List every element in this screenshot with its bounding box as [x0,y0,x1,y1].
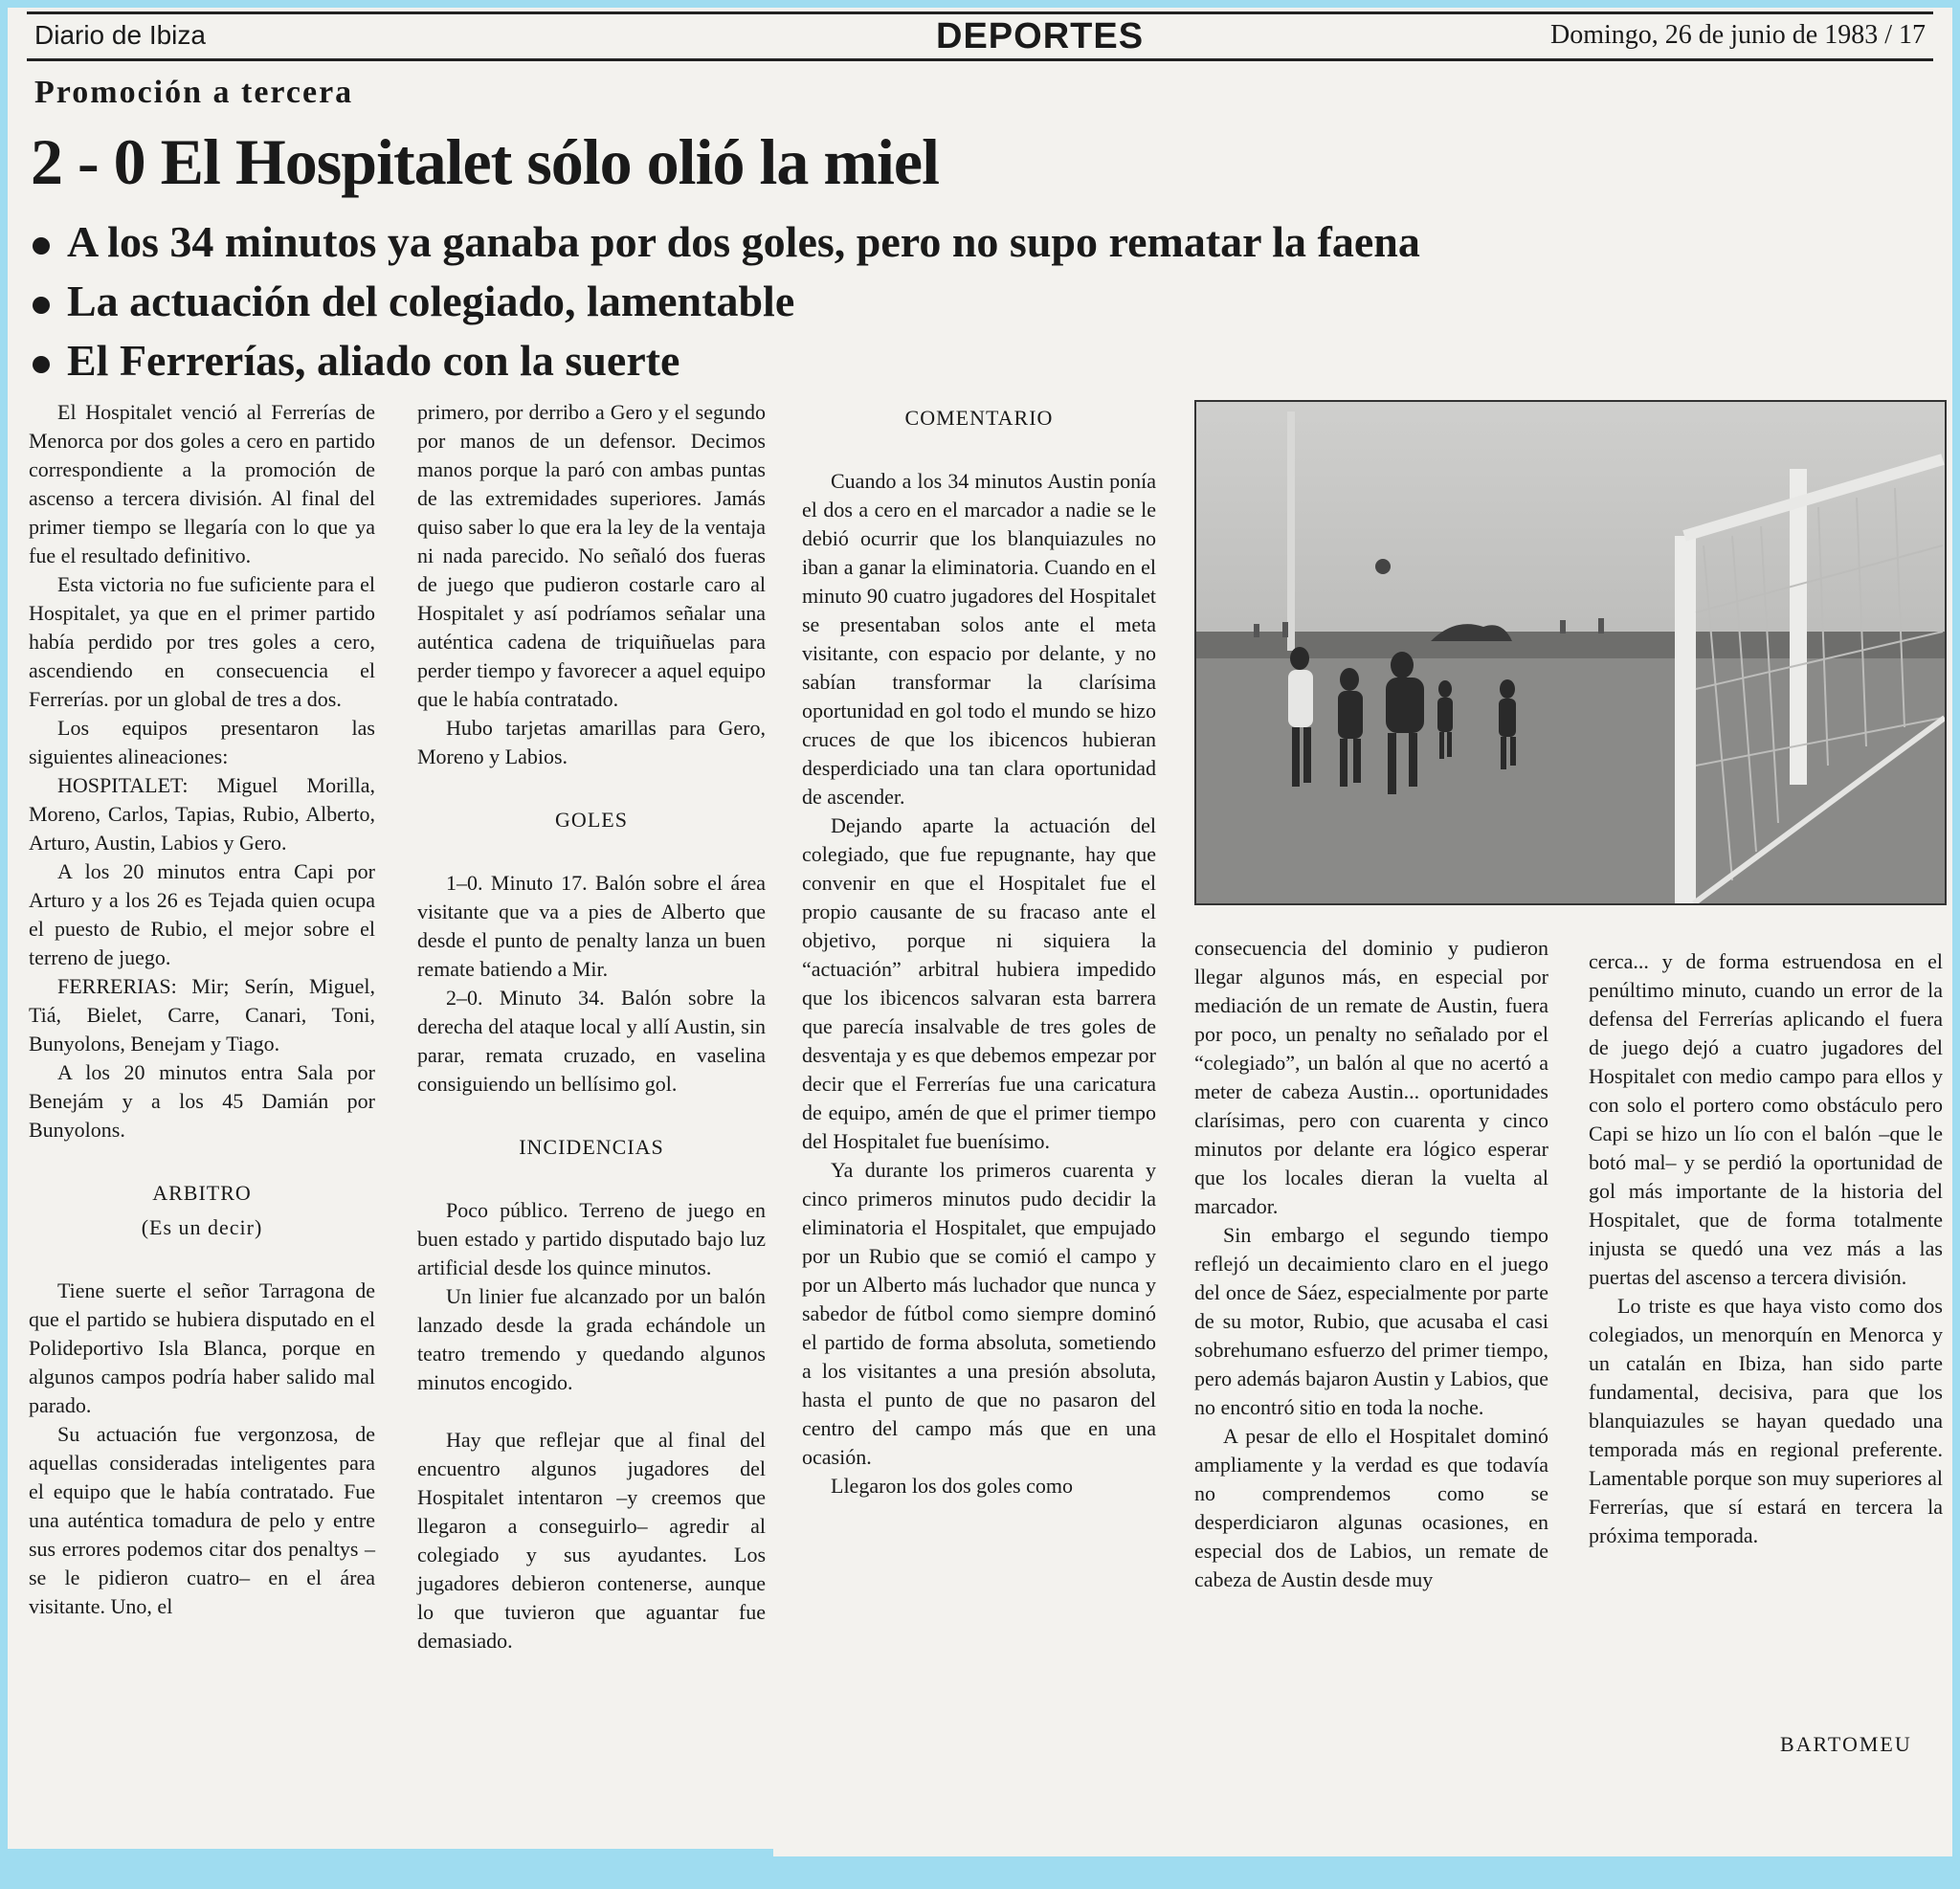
next-article-bleed [794,1757,1943,1780]
article-column-1 [29,398,375,1621]
paragraph: Su actuación fue vergonzosa, de aquellas consideradas inteligentes para el equipo que le había contratado. Fue una auténtica tomadura de pelo y entre sus errores podemos citar dos penaltys –se le pidieron cuatro– en el área visitante. Uno, el [29,1422,375,1618]
paragraph: Tiene suerte el señor Tarragona de que el partido se hubiera disputado en el Polideportivo Isla Blanca, porque en algunos campos podría haber salido mal parado. [29,1278,375,1417]
paragraph: Poco público. Terreno de juego en buen estado y partido disputado bajo luz artificial desde los quince minutos. [417,1198,766,1279]
paragraph: A los 20 minutos entra Sala por Benejám y a los 45 Damián por Bunyolons. [29,1060,375,1142]
paragraph: El Hospitalet venció al Ferrerías de Menorca por dos goles a cero en partido correspondiente a la promoción de ascenso a tercera división. Al final del primer tiempo se llegaría con lo que ya fue el resultado definitivo. [29,400,375,567]
subheading-incidencias: INCIDENCIAS [519,1135,664,1159]
section-name: DEPORTES [936,16,1145,56]
kicker: Promoción a tercera [34,75,354,110]
paragraph: Los equipos presentaron las siguientes alineaciones: [29,716,375,768]
subheadline-text: El Ferrerías, aliado con la suerte [67,336,680,385]
paragraph: FERRERIAS: Mir; Serín, Miguel, Tiá, Bielet, Carre, Canari, Toni, Bunyolons, Benejam y Tiago. [29,974,375,1056]
goal-action-photo-icon [1196,402,1945,903]
bullet-dot-icon [33,356,50,373]
paragraph: HOSPITALET: Miguel Morilla, Moreno, Carlos, Tapias, Rubio, Alberto, Arturo, Austin, Labios y Gero. [29,773,375,855]
paragraph: 2–0. Minuto 34. Balón sobre la derecha del ataque local y allí Austin, sin parar, remata cruzado, en vaselina consiguiendo un bellísimo gol. [417,986,766,1096]
subheadline-3 [33,335,679,386]
article-column-4 [1194,934,1548,1594]
issue-date: Domingo, 26 de junio de 1983 / 17 [1550,20,1926,50]
paragraph: Hubo tarjetas amarillas para Gero, Moreno y Labios. [417,716,766,768]
paragraph: Lo triste es que haya visto como dos colegiados, un menorquín en Menorca y un catalán en Ibiza, han sido parte fundamental, decisiva, para que los blanquiazules se hayan quedado una temporada más en regional preferente. Lamentable porque son muy superiores al Ferrerías, que sí estará en tercera la próxima temporada. [1589,1294,1943,1547]
paragraph: consecuencia del dominio y pudieron llegar algunos más, en especial por mediación de un remate de Austin, fuera por poco, un penalty no señalado por el “colegiado”, un balón al que no acertó a meter de cabeza Austin... oportunidades clarísimas, pero con cuarenta y cinco minutos por delante era lógico esperar que los locales dieran la vuelta al marcador. [1194,936,1548,1218]
bullet-dot-icon [33,297,50,314]
article-column-2 [417,398,766,1656]
match-photo [1194,400,1947,905]
bullet-dot-icon [33,237,50,255]
author-signature: BARTOMEU [1780,1732,1912,1756]
paragraph: primero, por derribo a Gero y el segundo por manos de un defensor. Decimos manos porque la paró con ambas puntas de las extremidades superiores. Jamás quiso saber lo que era la ley de la ventaja ni nada parecido. No señaló dos fueras de juego que pudieron costarle caro al Hospitalet y así podríamos señalar una auténtica cadena de triquiñuelas para perder tiempo y favorecer a aquel equipo que le había contratado. [417,400,766,711]
subheading-arbitro-note: (Es un decir) [141,1215,263,1239]
subheading-goles: GOLES [555,808,628,832]
paragraph: cerca... y de forma estruendosa en el penúltimo minuto, cuando un error de la defensa del Ferrerías aplicando el fuera de juego dejó a cuatro jugadores del Hospitalet con medio campo para ellos y con solo el portero como obstáculo pero Capi se hizo un lío con el balón –que le botó mal– y se perdió la oportunidad de gol más importante de la historia del Hospitalet, que de forma totalmente injusta se quedó una vez más a las puertas del ascenso a tercera división. [1589,949,1943,1289]
article-column-3 [802,398,1156,1500]
subheadline-1 [33,216,1420,267]
subheadline-2 [33,276,794,326]
page-header [27,11,1933,61]
paragraph: 1–0. Minuto 17. Balón sobre el área visitante que va a pies de Alberto que desde el punto de penalty lanza un buen remate batiendo a Mir. [417,871,766,981]
newspaper-name: Diario de Ibiza [34,20,206,50]
paragraph: Sin embargo el segundo tiempo reflejó un decaimiento claro en el juego del once de Sáez, especialmente por parte de su motor, Rubio, que acusaba el casi sobrehumano esfuerzo del primer tiempo, pero además bajaron Austin y Labios, que no encontró sitio en toda la noche. [1194,1223,1548,1419]
paragraph: Un linier fue alcanzado por un balón lanzado desde la grada echándole un teatro tremendo y quedando algunos minutos encogido. [417,1284,766,1394]
subheading-arbitro: ARBITRO [152,1181,252,1205]
paragraph: A pesar de ello el Hospitalet dominó ampliamente y la verdad es que todavía no comprendemos como se desperdiciaron algunas ocasiones, en especial dos de Labios, un remate de cabeza de Austin desde muy [1194,1424,1548,1591]
headline: 2 - 0 El Hospitalet sólo olió la miel [31,125,939,198]
paragraph: Cuando a los 34 minutos Austin ponía el dos a cero en el marcador a nadie se le debió ocurrir que los blanquiazules no iban a ganar la eliminatoria. Cuando en el minuto 90 cuatro jugadores del Hospitalet se presentaban solos ante el meta visitante, con espacio por delante, y no sabían transformar la clarísima oportunidad en gol todo el mundo se hizo cruces de que los ibicencos hubieran desperdiciado una tan clara oportunidad de ascender. [802,469,1156,809]
paragraph: Dejando aparte la actuación del colegiado, que fue repugnante, hay que convenir en que el Hospitalet fue el propio causante de su fracaso ante el objetivo, porque ni siquiera la “actuación” arbitral hubiera impedido que los ibicencos salvaran esta barrera que parecía insalvable de tres goles de desventaja y es que debemos empezar por decir que el Ferrerías fue una caricatura de equipo, amén de que el primer tiempo del Hospitalet fue buenísimo. [802,813,1156,1153]
paragraph: A los 20 minutos entra Capi por Arturo y a los 26 es Tejada quien ocupa el puesto de Rubio, el mejor sobre el terreno de juego. [29,859,375,969]
article-column-5 [1589,947,1943,1550]
paragraph: Esta victoria no fue suficiente para el Hospitalet, ya que en el primer partido había perdido por tres goles a cero, ascendiendo en consecuencia el Ferrerías. por un global de tres a dos. [29,572,375,711]
paragraph: Ya durante los primeros cuarenta y cinco primeros minutos pudo decidir la eliminatoria el Hospitalet, que empujado por un Rubio que se comió el campo y por un Alberto más luchador que nunca y sabedor de fútbol como siempre dominó el partido de forma absoluta, sometiendo a los visitantes a una presión absoluta, hasta el punto de que no pasaron del centro del campo más que en una ocasión. [802,1158,1156,1469]
paragraph: Hay que reflejar que al final del encuentro algunos jugadores del Hospitalet intentaron –y creemos que llegaron a conseguirlo– agredir al colegiado y sus ayudantes. Los jugadores debieron contenerse, aunque lo que tuvieron que aguantar fue demasiado. [417,1428,766,1653]
subheadline-text: La actuación del colegiado, lamentable [67,277,795,325]
subheadline-text: A los 34 minutos ya ganaba por dos goles, pero no supo rematar la faena [67,217,1420,266]
subheading-comentario: COMENTARIO [904,406,1054,430]
paragraph: Llegaron los dos goles como [831,1474,1073,1498]
